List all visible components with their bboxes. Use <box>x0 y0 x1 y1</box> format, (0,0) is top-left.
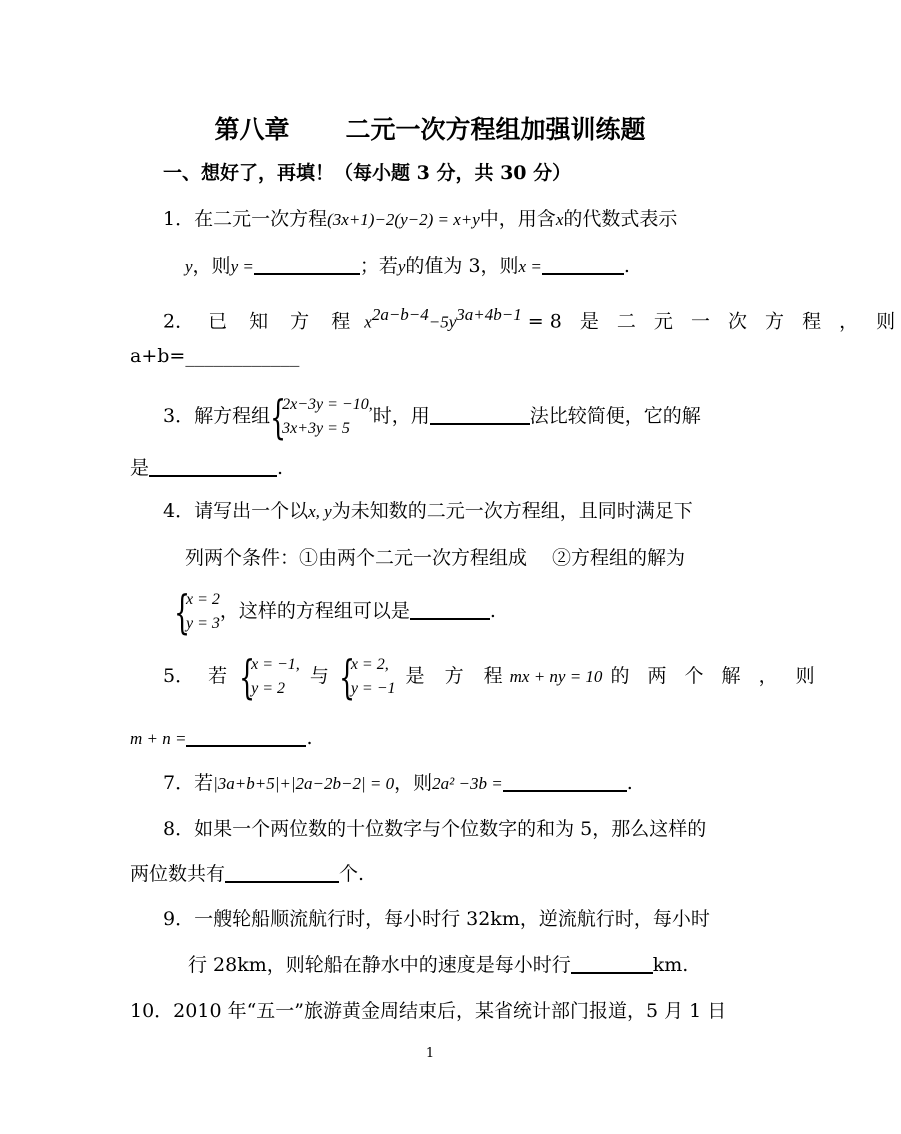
q3-method-blank[interactable] <box>430 403 530 425</box>
question-2-line2: a+b=____________ <box>130 345 300 367</box>
q1-answer-blank-1[interactable] <box>254 253 360 275</box>
question-9-line2: 行 28km，则轮船在静水中的速度是每小时行 km. <box>188 954 689 976</box>
section-heading: 一、想好了，再填！（每小题 3 分，共 30 分） <box>163 162 572 184</box>
question-8-line2: 两位数共有 个. <box>130 863 365 885</box>
page-title <box>0 113 860 147</box>
page-number: 1 <box>425 1046 435 1061</box>
question-5-line2: m + n = . <box>130 727 313 749</box>
q1-equation: (3x+1)−2(y−2) = x+y <box>327 210 480 229</box>
question-5: 5． 若 { x = −1, y = 2 与 { x = 2, y = −1 是 方 程mx + ny = 10 的 两 个 解 ， 则 <box>163 650 821 704</box>
q9-answer-blank[interactable] <box>571 952 653 974</box>
question-7: 7．若|3a+b+5|+|2a−2b−2| = 0，则2a² −3b = . <box>163 772 633 794</box>
question-4-line2: 列两个条件：①由两个二元一次方程组成 ②方程组的解为 <box>185 547 686 569</box>
q7-answer-blank[interactable] <box>503 770 627 792</box>
q5-solution-b: { x = 2, y = −1 <box>338 650 396 704</box>
question-1: 1．在二元一次方程(3x+1)−2(y−2) = x+y中，用含x的代数式表示 <box>163 208 678 230</box>
q5-solution-a: { x = −1, y = 2 <box>239 650 300 704</box>
chapter-label: 第八章 <box>214 115 290 144</box>
question-3: 3．解方程组 { 2x−3y = −10, 3x+3y = 5 时，用 法比较简便，它的解 <box>163 390 701 444</box>
question-3-line2: 是 . <box>130 457 284 479</box>
question-4-line3: { x = 2 y = 3 ，这样的方程组可以是 . <box>174 585 496 639</box>
q5-answer-blank[interactable] <box>186 725 306 747</box>
question-4: 4．请写出一个以x, y为未知数的二元一次方程组，且同时满足下 <box>163 500 693 522</box>
question-9: 9．一艘轮船顺流航行时，每小时行 32km，逆流航行时，每小时 <box>163 908 710 930</box>
q3-solution-blank[interactable] <box>149 455 277 477</box>
question-2: 2． 已 知 方 程 $x^{2a-b-4}-5y^{3a+4b-1} =8$ 是 二 元 一 次 方 程 ， 则 <box>163 305 901 333</box>
q3-equation-system: { 2x−3y = −10, 3x+3y = 5 <box>270 390 373 444</box>
question-8: 8．如果一个两位数的十位数字与个位数字的和为 5，那么这样的 <box>163 818 707 840</box>
title-text: 二元一次方程组加强训练题 <box>345 115 646 144</box>
question-10: 10．2010 年“五一”旅游黄金周结束后，某省统计部门报道，5 月 1 日 <box>130 1000 727 1022</box>
q1-answer-blank-2[interactable] <box>542 253 624 275</box>
q4-answer-blank[interactable] <box>410 598 490 620</box>
q4-solution-system: { x = 2 y = 3 <box>174 585 220 639</box>
q8-answer-blank[interactable] <box>225 861 339 883</box>
question-1-line2: y，则y = ；若y的值为 3，则x = . <box>185 255 630 277</box>
